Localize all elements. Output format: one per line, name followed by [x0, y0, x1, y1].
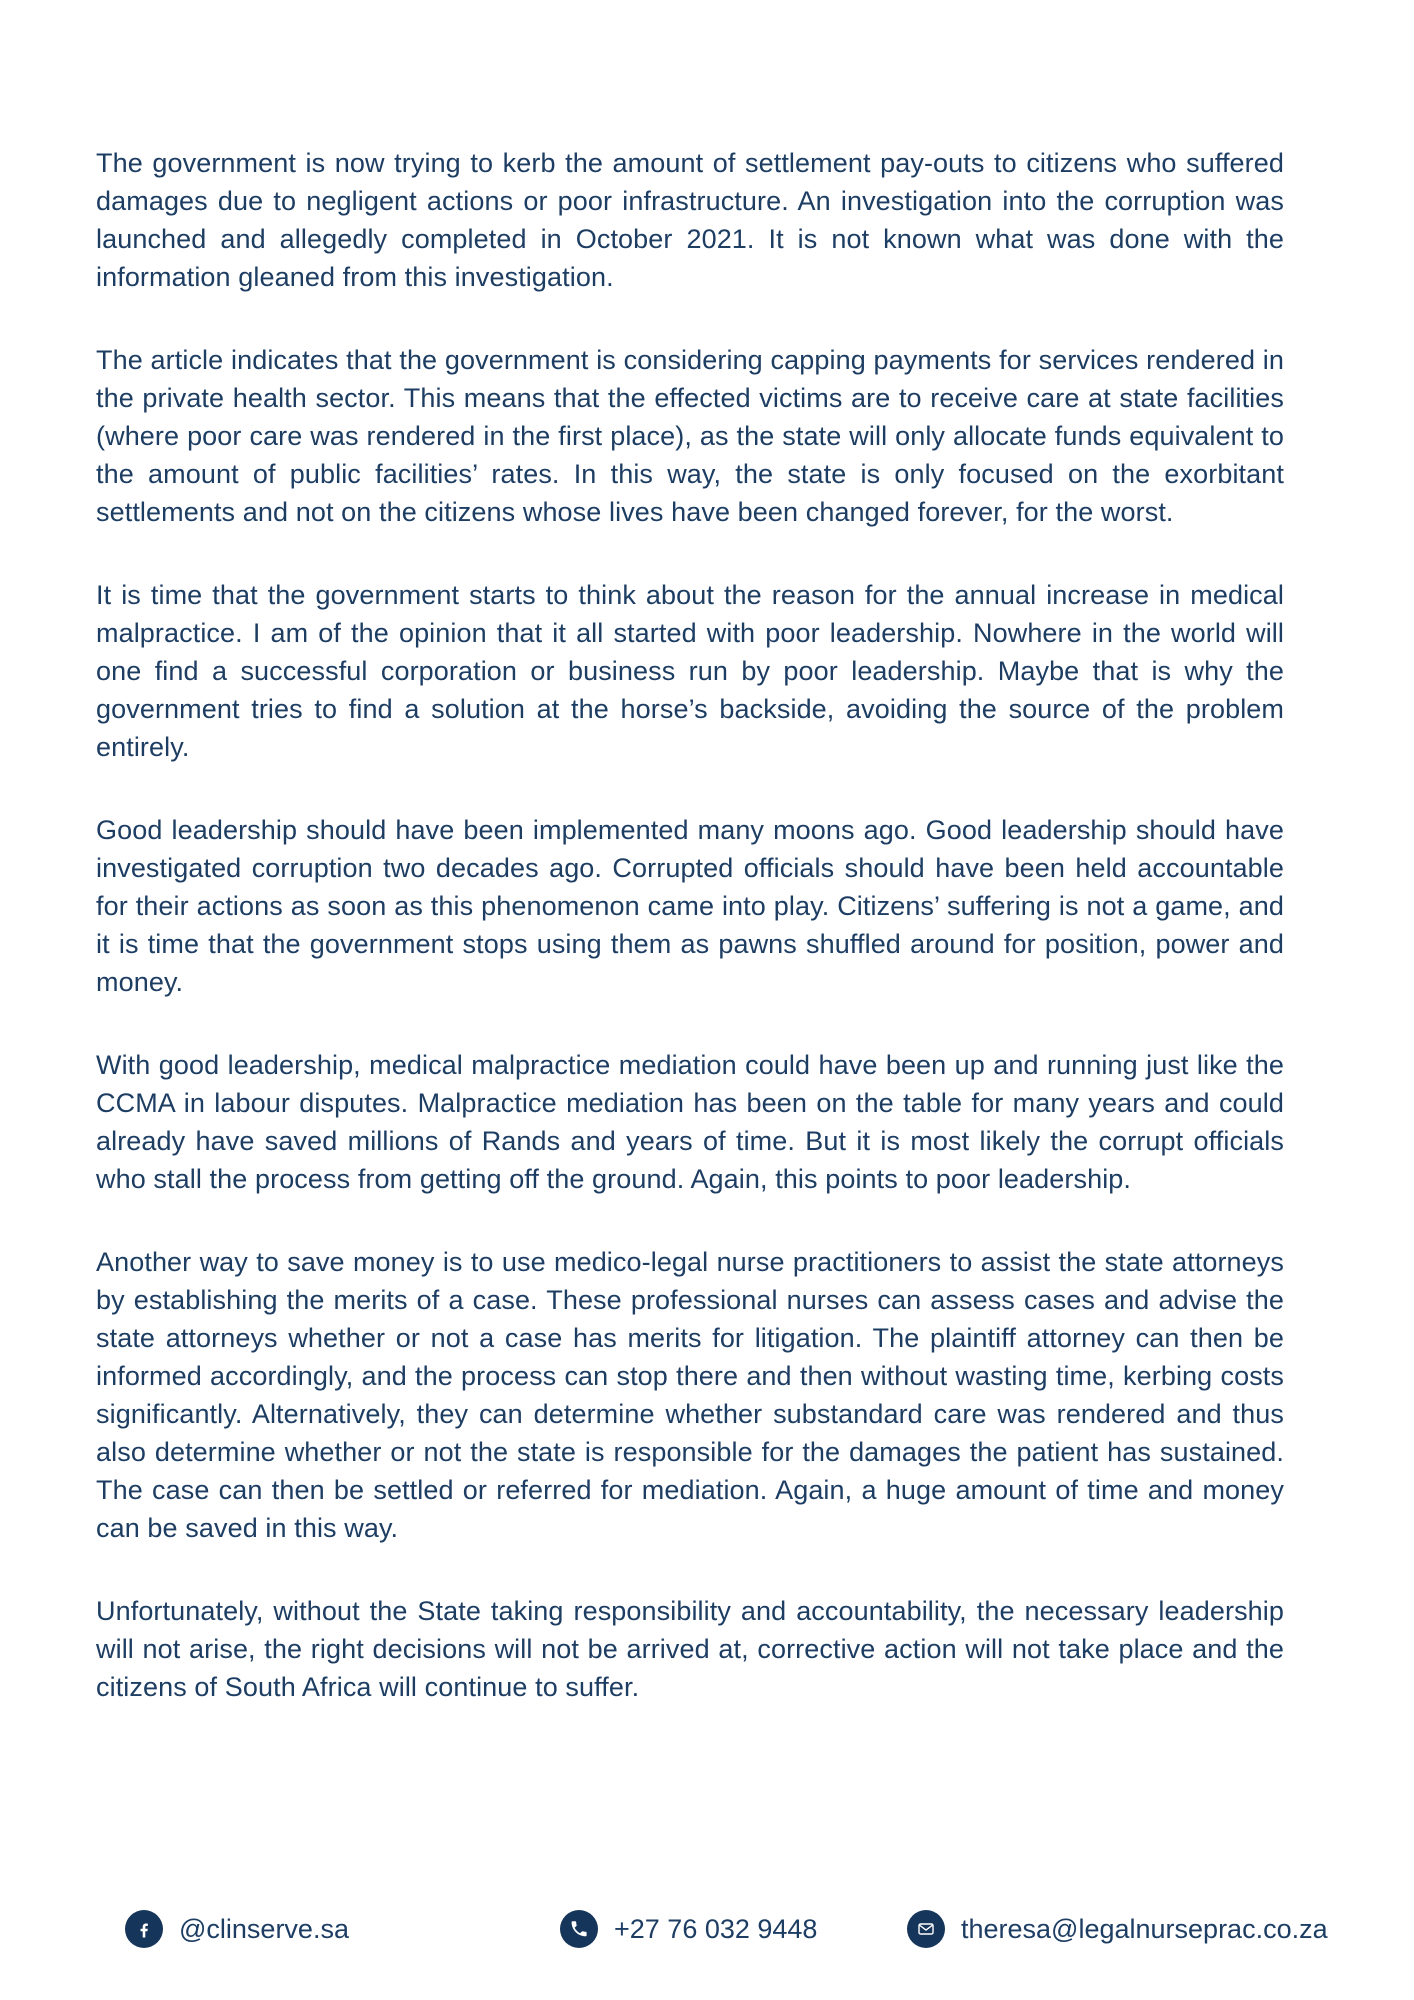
facebook-contact[interactable]: [125, 1910, 349, 1948]
email-contact[interactable]: [907, 1910, 1328, 1948]
facebook-icon: [125, 1910, 163, 1948]
facebook-handle[interactable]: @clinserve.sa: [179, 1914, 349, 1944]
paragraph: With good leadership, medical malpractice mediation could have been up and running just like the CCMA in labour disputes. Malpractice mediation has been on the table for many years and could already have saved millions of Rands and years of time. But it is most likely the corrupt officials who stall the process from getting off the ground. Again, this points to poor leadership.: [96, 1050, 1284, 1194]
paragraph: The article indicates that the government is considering capping payments for services rendered in the private health sector. This means that the effected victims are to receive care at state facilities (where poor care was rendered in the first place), as the state will only allocate funds equivalent to the amount of public facilities’ rates. In this way, the state is only focused on the exorbitant settlements and not on the citizens whose lives have been changed forever, for the worst.: [96, 345, 1284, 527]
phone-number[interactable]: +27 76 032 9448: [614, 1914, 818, 1944]
phone-icon: [560, 1910, 598, 1948]
email-address[interactable]: theresa@legalnurseprac.co.za: [961, 1914, 1328, 1944]
document-body: [96, 144, 1284, 1751]
paragraph: The government is now trying to kerb the amount of settlement pay-outs to citizens who suffered damages due to negligent actions or poor infrastructure. An investigation into the corruption was launched and allegedly completed in October 2021. It is not known what was done with the information gleaned from this investigation.: [96, 148, 1284, 292]
paragraph: It is time that the government starts to think about the reason for the annual increase in medical malpractice. I am of the opinion that it all started with poor leadership. Nowhere in the world will one find a successful corporation or business run by poor leadership. Maybe that is why the government tries to find a solution at the horse’s backside, avoiding the source of the problem entirely.: [96, 580, 1284, 762]
phone-contact[interactable]: [560, 1910, 817, 1948]
email-icon: [907, 1910, 945, 1948]
paragraph: Unfortunately, without the State taking responsibility and accountability, the necessary leadership will not arise, the right decisions will not be arrived at, corrective action will not take place and the citizens of South Africa will continue to suffer.: [96, 1596, 1284, 1702]
paragraph: Good leadership should have been implemented many moons ago. Good leadership should have investigated corruption two decades ago. Corrupted officials should have been held accountable for their actions as soon as this phenomenon came into play. Citizens’ suffering is not a game, and it is time that the government stops using them as pawns shuffled around for position, power and money.: [96, 815, 1284, 997]
paragraph: Another way to save money is to use medico-legal nurse practitioners to assist the state attorneys by establishing the merits of a case. These professional nurses can assess cases and advise the state attorneys whether or not a case has merits for litigation. The plaintiff attorney can then be informed accordingly, and the process can stop there and then without wasting time, kerbing costs significantly. Alternatively, they can determine whether substandard care was rendered and thus also determine whether or not the state is responsible for the damages the patient has sustained. The case can then be settled or referred for mediation. Again, a huge amount of time and money can be saved in this way.: [96, 1247, 1284, 1543]
